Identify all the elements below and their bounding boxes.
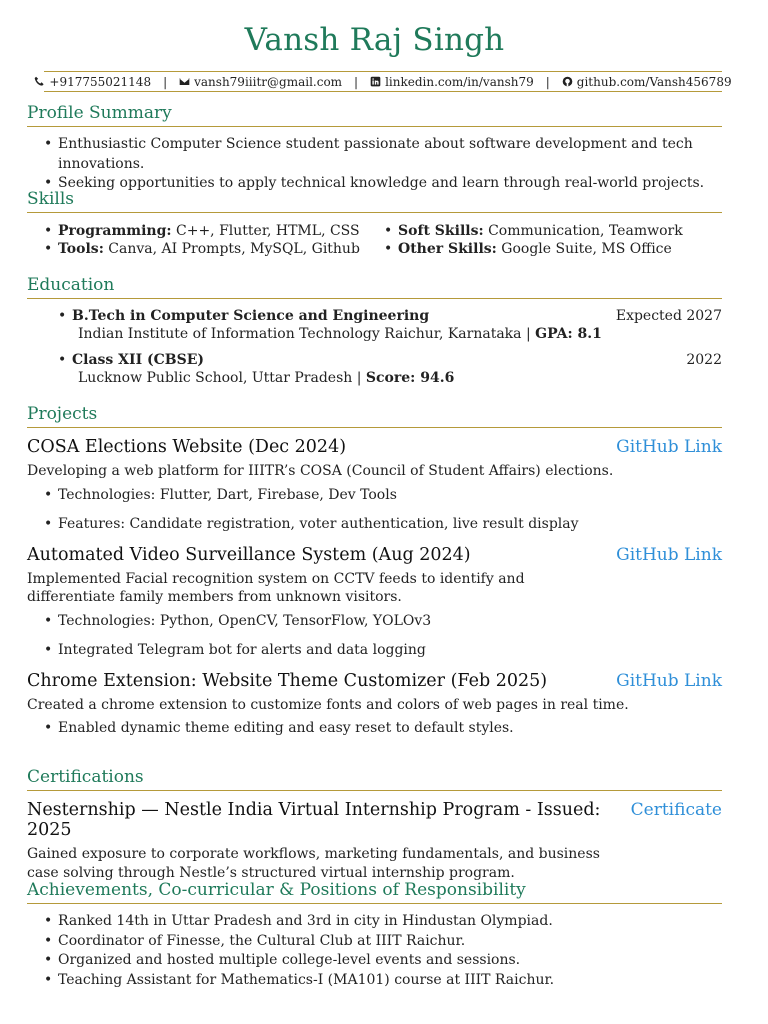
projects-section: [27, 404, 722, 739]
list-item: • Seeking opportunities to apply technical knowledge and learn through real-world projects.: [27, 174, 722, 194]
list-item: • Organized and hosted multiple college-level events and sessions.: [27, 951, 722, 971]
contact-linkedin[interactable]: linkedin.com/in/vansh79: [370, 75, 534, 89]
contact-phone[interactable]: +917755021148: [34, 75, 151, 89]
project-entry: [27, 545, 722, 661]
education-date: 2022: [686, 352, 722, 368]
section-title: Achievements, Co-curricular & Positions of Responsibility: [27, 880, 722, 904]
profile-section: [27, 103, 722, 194]
school: Lucknow Public School, Uttar Pradesh | Score: 94.6: [78, 370, 455, 386]
contact-email[interactable]: vansh79iiitr@gmail.com: [179, 75, 342, 89]
project-description: Implemented Facial recognition system on CCTV feeds to identify and differentiate family members from unknown visitors.: [27, 570, 525, 605]
project-name: COSA Elections Website (Dec 2024): [27, 437, 347, 457]
section-title: Certifications: [27, 767, 722, 791]
skills-column-left: [27, 222, 367, 258]
list-item: • Enthusiastic Computer Science student passionate about software development and tech innovations.: [27, 135, 722, 174]
linkedin-icon: [370, 76, 381, 87]
certificate-link[interactable]: Certificate: [630, 800, 722, 820]
education-section: [27, 275, 722, 387]
section-title: Profile Summary: [27, 103, 722, 127]
list-item: • Coordinator of Finesse, the Cultural Club at IIIT Raichur.: [27, 932, 722, 952]
contact-separator: |: [545, 74, 550, 89]
list-item: • Enabled dynamic theme editing and easy reset to default styles.: [27, 719, 722, 739]
education-entry: • B.Tech in Computer Science and Engineering Expected 2027 Indian Institute of Information Technology Raichur, Karnataka | GPA: 8.1: [58, 308, 722, 342]
github-icon: [562, 76, 573, 87]
list-item: • Technologies: Python, OpenCV, TensorFlow, YOLOv3: [27, 612, 722, 632]
certification-description: Gained exposure to corporate workflows, marketing fundamentals, and business case solving through Nestle’s structured virtual internship program.: [27, 846, 600, 881]
project-name: Automated Video Surveillance System (Aug 2024): [27, 544, 471, 565]
candidate-name: Vansh Raj Singh: [244, 22, 505, 58]
skills-grid: [27, 222, 722, 258]
github-link[interactable]: GitHub Link: [616, 670, 722, 691]
project-name: Chrome Extension: Website Theme Customizer (Feb 2025): [27, 670, 548, 691]
achievements-list: [27, 912, 722, 990]
project-entry: [27, 671, 722, 739]
list-item: • Teaching Assistant for Mathematics-I (MA101) course at IIIT Raichur.: [27, 971, 722, 991]
list-item: • Soft Skills: Communication, Teamwork: [367, 222, 707, 240]
contact-separator: |: [354, 74, 359, 89]
list-item: • Tools: Canva, AI Prompts, MySQL, Github: [27, 240, 367, 258]
contact-bar: [44, 71, 732, 92]
degree: B.Tech in Computer Science and Engineering: [72, 308, 430, 324]
list-item: • Technologies: Flutter, Dart, Firebase, Dev Tools: [27, 486, 722, 506]
section-title: Projects: [27, 404, 722, 428]
list-item: • Other Skills: Google Suite, MS Office: [367, 240, 707, 258]
list-item: • Features: Candidate registration, voter authentication, live result display: [27, 515, 722, 535]
section-title: Education: [27, 275, 722, 299]
education-entry: • Class XII (CBSE) 2022 Lucknow Public School, Uttar Pradesh | Score: 94.6: [58, 352, 722, 386]
achievements-section: [27, 880, 722, 990]
list-item: • Programming: C++, Flutter, HTML, CSS: [27, 222, 367, 240]
skills-section: [27, 189, 722, 258]
github-link[interactable]: GitHub Link: [616, 437, 722, 457]
list-item: • Integrated Telegram bot for alerts and data logging: [27, 641, 722, 661]
profile-list: [27, 135, 722, 194]
certifications-section: [27, 767, 722, 882]
certification-name: Nesternship — Nestle India Virtual Internship Program - Issued: 2025: [27, 800, 601, 840]
project-description: Developing a web platform for IIITR’s COSA (Council of Student Affairs) elections.: [27, 463, 614, 479]
project-description: Created a chrome extension to customize fonts and colors of web pages in real time.: [27, 696, 629, 713]
skills-column-right: [367, 222, 707, 258]
contact-separator: |: [163, 74, 168, 89]
education-date: Expected 2027: [615, 308, 722, 324]
contact-github[interactable]: github.com/Vansh456789: [562, 75, 732, 89]
degree: Class XII (CBSE): [72, 352, 205, 368]
certification-entry: [27, 800, 722, 840]
section-title: Skills: [27, 189, 722, 213]
github-link[interactable]: GitHub Link: [616, 544, 722, 565]
list-item: • Ranked 14th in Uttar Pradesh and 3rd in city in Hindustan Olympiad.: [27, 912, 722, 932]
phone-icon: [34, 76, 45, 87]
project-entry: [27, 437, 722, 535]
school: Indian Institute of Information Technology Raichur, Karnataka | GPA: 8.1: [78, 326, 602, 342]
envelope-icon: [179, 76, 190, 87]
